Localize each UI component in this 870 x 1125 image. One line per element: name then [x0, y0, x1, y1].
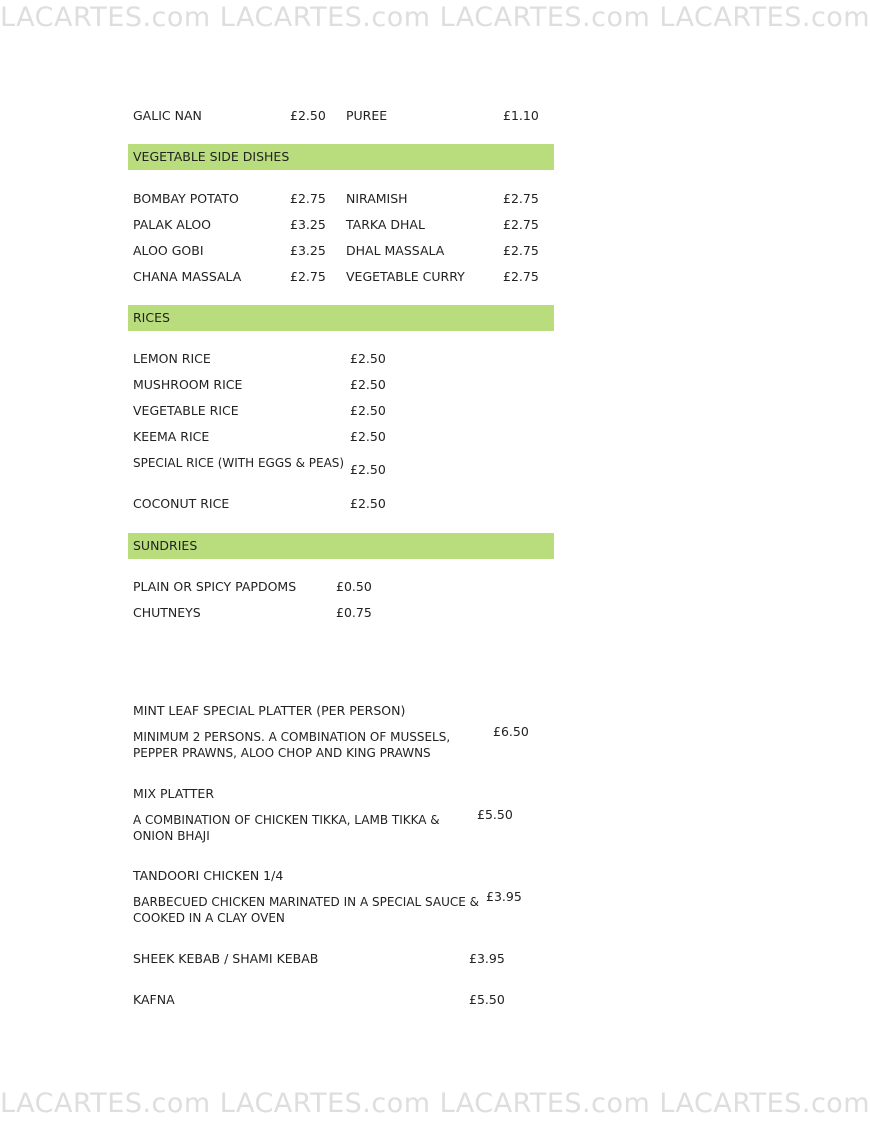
platter-desc: A COMBINATION OF CHICKEN TIKKA, LAMB TIKKA & [133, 813, 440, 827]
item-price: £3.25 [290, 217, 326, 232]
platter-price: £3.95 [486, 889, 522, 904]
item-price: £2.75 [503, 217, 539, 232]
item-price: £3.25 [290, 243, 326, 258]
section-title: VEGETABLE SIDE DISHES [133, 149, 290, 164]
item-name: PALAK ALOO [133, 217, 212, 232]
item-name: LEMON RICE [133, 351, 211, 366]
platter-desc: MINIMUM 2 PERSONS. A COMBINATION OF MUSSELS, [133, 730, 451, 744]
watermark-top: LACARTES.com LACARTES.com LACARTES.com LACARTES.com [0, 2, 870, 33]
section-title: SUNDRIES [133, 538, 198, 553]
item-price: £2.75 [503, 191, 539, 206]
item-name: MUSHROOM RICE [133, 377, 243, 392]
item-name: CHUTNEYS [133, 605, 201, 620]
item-name: VEGETABLE CURRY [346, 269, 465, 284]
item-name: GALIC NAN [133, 108, 202, 123]
item-name: ALOO GOBI [133, 243, 204, 258]
watermark-bottom: LACARTES.com LACARTES.com LACARTES.com LACARTES.com [0, 1088, 870, 1119]
item-price: £2.75 [503, 243, 539, 258]
item-price: £0.50 [336, 579, 372, 594]
item-name: VEGETABLE RICE [133, 403, 239, 418]
item-name: NIRAMISH [346, 191, 408, 206]
item-name: TARKA DHAL [346, 217, 425, 232]
section-header-rices [128, 305, 554, 331]
section-title: RICES [133, 310, 170, 325]
item-name: KEEMA RICE [133, 429, 210, 444]
item-price: £2.75 [503, 269, 539, 284]
item-price: £3.95 [469, 951, 505, 966]
item-price: £0.75 [336, 605, 372, 620]
platter-price: £6.50 [493, 724, 529, 739]
item-name: DHAL MASSALA [346, 243, 445, 258]
item-price: £5.50 [469, 992, 505, 1007]
item-price: £2.50 [350, 496, 386, 511]
item-price: £2.50 [350, 377, 386, 392]
item-price: £1.10 [503, 108, 539, 123]
item-name: PLAIN OR SPICY PAPDOMS [133, 579, 297, 594]
platter-desc: COOKED IN A CLAY OVEN [133, 911, 285, 925]
item-name: COCONUT RICE [133, 496, 230, 511]
section-header-vegetable [128, 144, 554, 170]
platter-desc: PEPPER PRAWNS, ALOO CHOP AND KING PRAWNS [133, 746, 431, 760]
item-name: CHANA MASSALA [133, 269, 242, 284]
item-price: £2.50 [350, 429, 386, 444]
item-price: £2.50 [350, 351, 386, 366]
section-header-sundries [128, 533, 554, 559]
item-price: £2.50 [350, 462, 386, 477]
platter-title: TANDOORI CHICKEN 1/4 [133, 868, 284, 883]
item-price: £2.75 [290, 269, 326, 284]
item-name: SPECIAL RICE (WITH EGGS & PEAS) [133, 456, 345, 470]
item-name: SHEEK KEBAB / SHAMI KEBAB [133, 951, 319, 966]
platter-desc: ONION BHAJI [133, 829, 210, 843]
item-price: £2.50 [350, 403, 386, 418]
platter-price: £5.50 [477, 807, 513, 822]
item-name: KAFNA [133, 992, 175, 1007]
platter-title: MIX PLATTER [133, 786, 215, 801]
item-price: £2.50 [290, 108, 326, 123]
item-name: PUREE [346, 108, 388, 123]
item-name: BOMBAY POTATO [133, 191, 239, 206]
platter-title: MINT LEAF SPECIAL PLATTER (PER PERSON) [133, 703, 406, 718]
item-price: £2.75 [290, 191, 326, 206]
platter-desc: BARBECUED CHICKEN MARINATED IN A SPECIAL SAUCE & [133, 895, 479, 909]
